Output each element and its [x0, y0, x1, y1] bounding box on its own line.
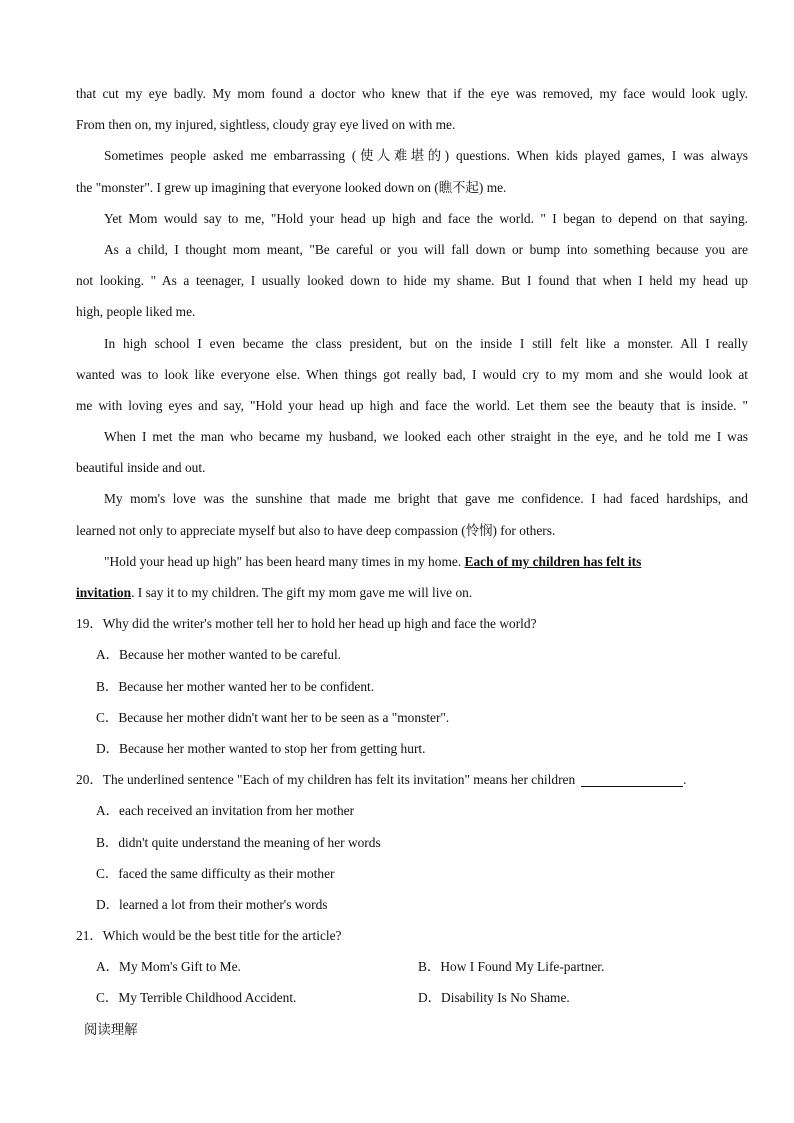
question-21-options-row-1	[76, 951, 748, 982]
passage-line: high, people liked me.	[76, 304, 196, 320]
question-21-option-d[interactable]: D．Disability Is No Shame.	[418, 990, 570, 1006]
question-20-stem-end: .	[683, 772, 687, 788]
question-20-stem-text: 20．The underlined sentence "Each of my children has felt its invitation" means her children	[76, 772, 576, 788]
question-20-option-c[interactable]: C．faced the same difficulty as their mother	[96, 865, 335, 881]
passage-line: From then on, my injured, sightless, cloudy gray eye lived on with me.	[76, 117, 456, 133]
passage-line: Yet Mom would say to me, "Hold your head up high and face the world. " I began to depend on that saying.	[104, 210, 748, 226]
passage-line: learned not only to appreciate myself but also to have deep compassion (怜悯) for others.	[76, 522, 556, 538]
question-20-option-d[interactable]: D．learned a lot from their mother's words	[96, 896, 328, 912]
section-title: 阅读理解	[84, 1021, 138, 1037]
question-21-option-c[interactable]: C．My Terrible Childhood Accident.	[96, 990, 297, 1006]
passage-line: that cut my eye badly. My mom found a doctor who knew that if the eye was removed, my face would look ugly.	[76, 86, 748, 101]
question-21-options-row-2	[76, 982, 748, 1013]
passage-line: Sometimes people asked me embarrassing (使人难堪的) questions. When kids played games, I was always	[104, 148, 748, 164]
passage-line: In high school I even became the class president, but on the inside I still felt like a monster. All I really	[104, 335, 748, 351]
passage-line: As a child, I thought mom meant, "Be careful or you will fall down or bump into something because you are	[104, 241, 748, 257]
passage-line: wanted was to look like everyone else. When things got really bad, I would cry to my mom and she would look at	[76, 366, 748, 382]
question-19-option-a[interactable]: A．Because her mother wanted to be careful.	[96, 647, 342, 663]
passage-line: me with loving eyes and say, "Hold your head up high and face the world. Let them see the beauty that is inside. "	[76, 397, 748, 413]
document-page	[76, 78, 748, 1045]
passage-line	[76, 577, 748, 608]
passage-text: "Hold your head up high" has been heard many times in my home.	[104, 553, 465, 569]
passage-line: beautiful inside and out.	[76, 460, 206, 476]
question-19-option-d[interactable]: D．Because her mother wanted to stop her from getting hurt.	[96, 740, 426, 756]
passage-line	[76, 546, 748, 577]
passage-line: not looking. " As a teenager, I usually looked down to hide my shame. But I found that when I held my head up	[76, 273, 748, 289]
question-20-stem	[76, 764, 748, 795]
answer-blank[interactable]	[581, 772, 683, 787]
question-21-stem: 21．Which would be the best title for the article?	[76, 928, 342, 944]
question-20-option-b[interactable]: B．didn't quite understand the meaning of her words	[96, 834, 381, 850]
passage-line: the "monster". I grew up imagining that everyone looked down on (瞧不起) me.	[76, 179, 507, 195]
question-19-stem: 19．Why did the writer's mother tell her to hold her head up high and face the world?	[76, 616, 537, 632]
underlined-sentence: Each of my children has felt its	[464, 553, 642, 569]
question-21-option-b[interactable]: B．How I Found My Life-partner.	[418, 959, 605, 975]
passage-line: When I met the man who became my husband, we looked each other straight in the eye, and he told me I was	[104, 429, 748, 445]
question-19-option-b[interactable]: B．Because her mother wanted her to be confident.	[96, 678, 375, 694]
question-20-option-a[interactable]: A．each received an invitation from her mother	[96, 803, 355, 819]
question-19-option-c[interactable]: C．Because her mother didn't want her to be seen as a "monster".	[96, 709, 450, 725]
question-21-option-a[interactable]: A．My Mom's Gift to Me.	[96, 959, 241, 975]
underlined-sentence-end: invitation	[76, 585, 132, 600]
passage-text: . I say it to my children. The gift my mom gave me will live on.	[131, 585, 473, 600]
passage-line: My mom's love was the sunshine that made me bright that gave me confidence. I had faced hardships, and	[104, 491, 748, 507]
